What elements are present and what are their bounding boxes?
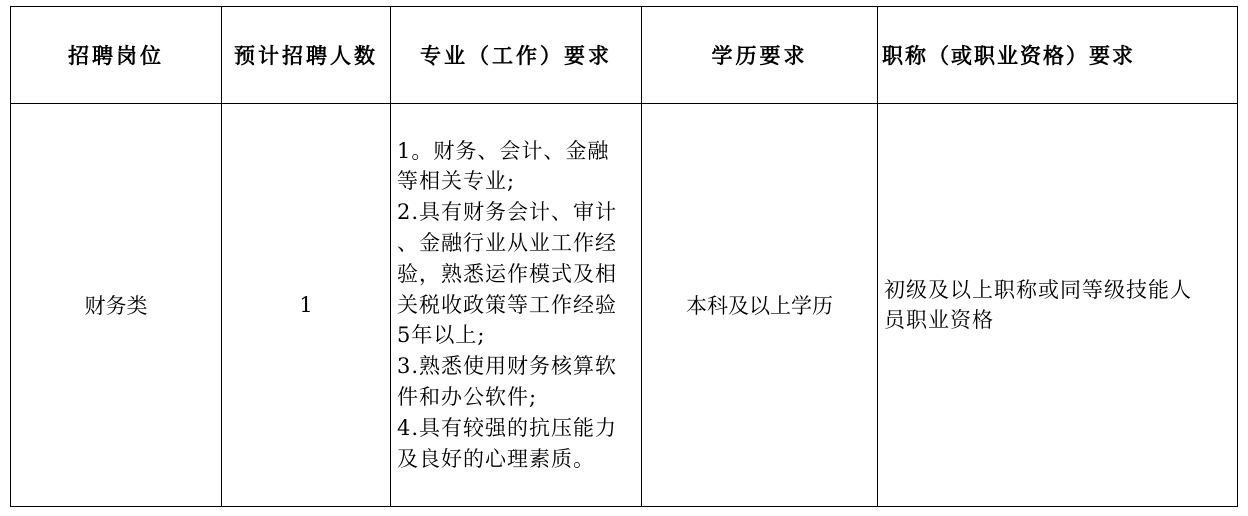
education-value: 本科及以上学历 bbox=[686, 294, 833, 318]
major-line: 2.具有财务会计、审计 bbox=[397, 200, 618, 225]
cell-position bbox=[11, 104, 221, 506]
header-headcount bbox=[222, 7, 390, 103]
major-line: 、金融行业从业工作经 bbox=[397, 231, 617, 255]
major-line: 验，熟悉运作模式及相 bbox=[397, 261, 617, 286]
title-line: 初级及以上职称或同等级技能人 bbox=[884, 278, 1192, 302]
table-right-border bbox=[1237, 6, 1238, 506]
title-requirement bbox=[884, 275, 1192, 335]
position-value: 财务类 bbox=[84, 294, 148, 318]
header-education-label: 学历要求 bbox=[711, 43, 808, 68]
table-bottom-border bbox=[10, 506, 1238, 507]
major-requirements-list bbox=[397, 136, 617, 475]
header-position bbox=[11, 7, 221, 103]
cell-headcount bbox=[222, 104, 390, 506]
headcount-value: 1 bbox=[299, 293, 313, 317]
major-line: 3.熟悉使用财务核算软 bbox=[397, 354, 618, 379]
cell-education bbox=[642, 104, 877, 506]
header-position-label: 招聘岗位 bbox=[68, 43, 164, 68]
cell-major bbox=[391, 104, 641, 506]
header-headcount-label: 预计招聘人数 bbox=[234, 43, 378, 68]
header-major-label: 专业（工作）要求 bbox=[420, 43, 612, 68]
major-line: 1。财务、会计、金融 bbox=[397, 138, 610, 163]
cell-title bbox=[878, 104, 1237, 506]
major-line: 关税收政策等工作经验 bbox=[397, 292, 617, 317]
header-title bbox=[878, 7, 1237, 103]
major-line: 5年以上; bbox=[397, 323, 486, 348]
major-line: 4.具有较强的抗压能力 bbox=[397, 415, 618, 440]
header-title-label: 职称（或职业资格）要求 bbox=[882, 43, 1135, 68]
header-education bbox=[642, 7, 877, 103]
major-line: 及良好的心理素质。 bbox=[397, 446, 595, 471]
header-major bbox=[391, 7, 641, 103]
major-line: 等相关专业; bbox=[397, 169, 516, 194]
major-line: 件和办公软件; bbox=[397, 384, 538, 409]
title-line: 员职业资格 bbox=[884, 308, 994, 332]
